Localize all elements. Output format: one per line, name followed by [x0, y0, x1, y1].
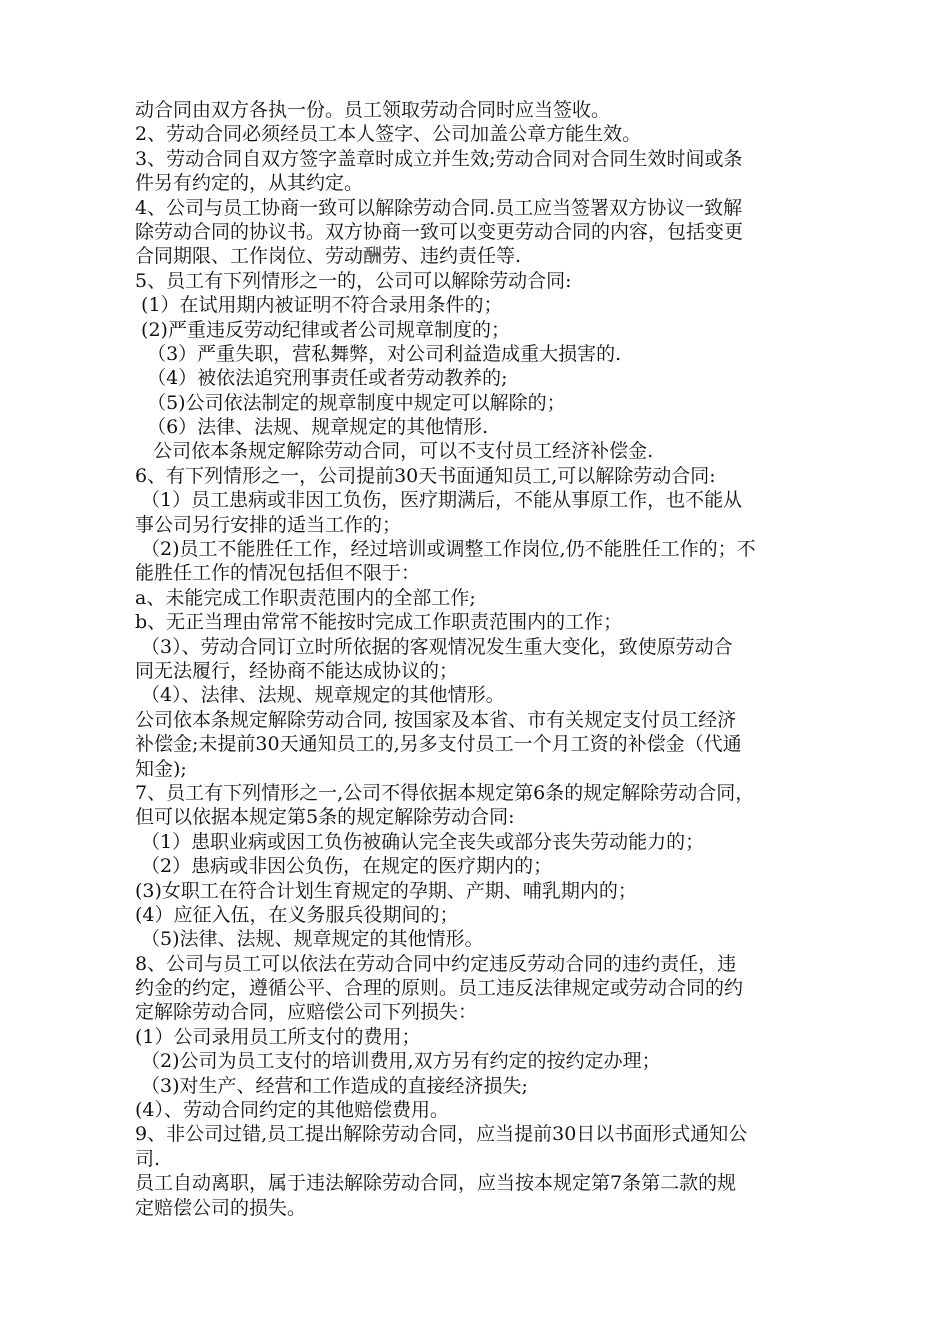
text-line: （6）法律、法规、规章规定的其他情形. — [135, 416, 489, 439]
text-line: 同无法履行，经协商不能达成协议的； — [135, 659, 459, 682]
text-line: 定解除劳动合同，应赔偿公司下列损失： — [135, 1001, 478, 1024]
text-line: 补偿金;未提前30天通知员工的,另多支付员工一个月工资的补偿金（代通 — [135, 733, 742, 756]
text-line: （3）、劳动合同订立时所依据的客观情况发生重大变化，致使原劳动合 — [135, 635, 733, 658]
text-line: 3、劳动合同自双方签字盖章时成立并生效;劳动合同对合同生效时间或条 — [135, 147, 743, 170]
text-line: 公司依本条规定解除劳动合同, 按国家及本省、市有关规定支付员工经济 — [135, 708, 737, 731]
text-line: 6、有下列情形之一，公司提前30天书面通知员工,可以解除劳动合同: — [135, 464, 716, 487]
text-line: 知金); — [135, 757, 187, 780]
text-line: (1）公司录用员工所支付的费用； — [135, 1025, 421, 1048]
text-line: 司. — [135, 1147, 161, 1170]
text-line: (4）、劳动合同约定的其他赔偿费用。 — [135, 1099, 450, 1122]
text-line: （5)公司依法制定的规章制度中规定可以解除的； — [135, 391, 566, 414]
text-line: 合同期限、工作岗位、劳动酬劳、违约责任等. — [135, 245, 522, 268]
text-line: 9、非公司过错,员工提出解除劳动合同，应当提前30日以书面形式通知公 — [135, 1123, 748, 1146]
text-line: 事公司另行安排的适当工作的； — [135, 513, 402, 536]
text-line: （2)员工不能胜任工作，经过培训或调整工作岗位,仍不能胜任工作的；不 — [135, 538, 756, 561]
text-line: 动合同由双方各执一份。员工领取劳动合同时应当签收。 — [135, 99, 611, 121]
text-line: （3)对生产、经营和工作造成的直接经济损失; — [135, 1074, 528, 1097]
text-line: （4）、法律、法规、规章规定的其他情形。 — [135, 684, 505, 707]
text-line: （5)法律、法规、规章规定的其他情形。 — [135, 928, 484, 951]
text-line: （1）员工患病或非因工负伤，医疗期满后，不能从事原工作，也不能从 — [135, 489, 743, 512]
text-line: 公司依本条规定解除劳动合同，可以不支付员工经济补偿金. — [135, 440, 654, 463]
document-body — [135, 98, 875, 1220]
text-line: （1）患职业病或因工负伤被确认完全丧失或部分丧失劳动能力的； — [135, 830, 705, 853]
text-line: 除劳动合同的协议书。双方协商一致可以变更劳动合同的内容，包括变更 — [135, 220, 744, 243]
text-line: (4）应征入伍，在义务服兵役期间的； — [135, 903, 459, 926]
text-line: (1）在试用期内被证明不符合录用条件的； — [135, 294, 503, 317]
text-line: 能胜任工作的情况包括但不限于： — [135, 562, 421, 585]
text-line: 8、公司与员工可以依法在劳动合同中约定违反劳动合同的违约责任，违 — [135, 952, 737, 975]
text-line: b、无正当理由常常不能按时完成工作职责范围内的工作； — [135, 611, 623, 634]
text-line: (2)严重违反劳动纪律或者公司规章制度的； — [135, 318, 510, 341]
text-line: 7、员工有下列情形之一,公司不得依据本规定第6条的规定解除劳动合同， — [135, 781, 755, 804]
text-line: （2)公司为员工支付的培训费用,双方另有约定的按约定办理； — [135, 1050, 661, 1073]
text-line: 5、员工有下列情形之一的，公司可以解除劳动合同: — [135, 269, 572, 292]
text-line: （4）被依法追究刑事责任或者劳动教养的; — [135, 367, 508, 390]
text-line: （2）患病或非因公负伤，在规定的医疗期内的； — [135, 855, 553, 878]
text-line: a、未能完成工作职责范围内的全部工作; — [135, 586, 476, 609]
text-line: 但可以依据本规定第5条的规定解除劳动合同: — [135, 806, 515, 829]
text-line: (3)女职工在符合计划生育规定的孕期、产期、哺乳期内的； — [135, 879, 637, 902]
text-line: 约金的约定，遵循公平、合理的原则。员工违反法律规定或劳动合同的约 — [135, 977, 744, 1000]
text-line: 2、劳动合同必须经员工本人签字、公司加盖公章方能生效。 — [135, 123, 642, 146]
text-line: 员工自动离职，属于违法解除劳动合同，应当按本规定第7条第二款的规 — [135, 1172, 737, 1195]
text-line: 定赔偿公司的损失。 — [135, 1196, 307, 1219]
text-line: 件另有约定的，从其约定。 — [135, 172, 364, 195]
text-line: （3）严重失职，营私舞弊，对公司利益造成重大损害的. — [135, 342, 622, 365]
text-line: 4、公司与员工协商一致可以解除劳动合同.员工应当签署双方协议一致解 — [135, 196, 743, 219]
